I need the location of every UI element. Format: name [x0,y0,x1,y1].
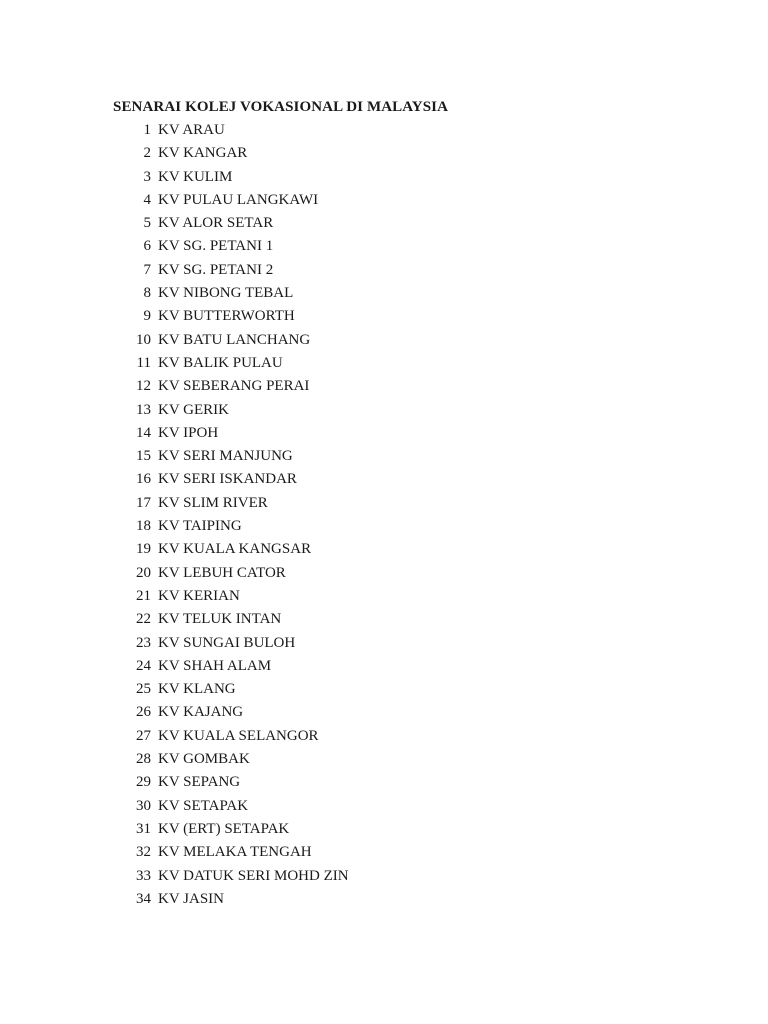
college-name: KV IPOH [158,424,219,441]
list-item [113,306,295,329]
item-number: 10 [136,331,151,348]
item-number: 17 [136,494,151,511]
item-number: 24 [136,657,151,674]
item-number: 22 [136,611,151,628]
item-number: 33 [136,867,151,884]
item-number: 6 [143,238,151,255]
list-item [113,702,244,725]
college-name: KV DATUK SERI MOHD ZIN [158,867,349,884]
college-name: KV BUTTERWORTH [158,308,295,325]
list-item [113,260,274,283]
college-name: KV SLIM RIVER [158,494,268,511]
college-name: KV GERIK [158,401,229,418]
list-item [113,167,233,190]
list-item [113,796,249,819]
college-name: KV ALOR SETAR [158,215,274,232]
item-number: 15 [136,448,151,465]
list-item [113,423,219,446]
item-number: 34 [136,890,151,907]
list-item [113,330,311,353]
list-item [113,563,286,586]
college-name: KV LEBUH CATOR [158,564,286,581]
college-name: KV SUNGAI BULOH [158,634,296,651]
item-number: 28 [136,751,151,768]
item-number: 21 [136,587,151,604]
college-name: KV BALIK PULAU [158,354,283,371]
item-number: 5 [143,215,151,232]
college-name: KV KERIAN [158,587,240,604]
document-title: SENARAI KOLEJ VOKASIONAL DI MALAYSIA [113,99,449,115]
item-number: 14 [136,424,151,441]
college-list [113,120,349,912]
college-name: KV SEPANG [158,774,241,791]
college-name: KV PULAU LANGKAWI [158,191,319,208]
list-item [113,400,229,423]
college-name: KV ARAU [158,122,225,138]
item-number: 16 [136,471,151,488]
list-item [113,353,283,376]
list-item [113,889,224,912]
item-number: 13 [136,401,151,418]
item-number: 25 [136,681,151,698]
item-number: 19 [136,541,151,558]
list-item [113,539,312,562]
list-item [113,376,310,399]
list-item [113,819,290,842]
list-item [113,656,272,679]
college-name: KV KANGAR [158,145,248,162]
item-number: 7 [143,261,151,278]
list-item [113,143,248,166]
college-name: KV (ERT) SETAPAK [158,820,290,837]
item-number: 11 [136,354,151,371]
list-item [113,726,319,749]
college-name: KV SETAPAK [158,797,249,814]
item-number: 30 [136,797,151,814]
list-item [113,516,242,539]
item-number: 26 [136,704,151,721]
college-name: KV KLANG [158,681,236,698]
college-name: KV SERI MANJUNG [158,448,293,465]
item-number: 9 [143,308,151,325]
list-item [113,772,241,795]
list-item [113,493,268,516]
list-item [113,190,319,213]
item-number: 29 [136,774,151,791]
list-item [113,469,297,492]
item-number: 20 [136,564,151,581]
list-item [113,446,293,469]
college-name: KV SEBERANG PERAI [158,378,310,395]
college-name: KV SG. PETANI 2 [158,261,274,278]
list-item [113,633,296,656]
college-name: KV JASIN [158,890,224,907]
college-name: KV SERI ISKANDAR [158,471,297,488]
college-name: KV KULIM [158,168,233,185]
college-name: KV TELUK INTAN [158,611,282,628]
college-name: KV SHAH ALAM [158,657,272,674]
item-number: 23 [136,634,151,651]
list-item [113,213,274,236]
list-item [113,283,294,306]
item-number: 1 [143,122,151,138]
list-item [113,120,225,143]
list-item [113,842,312,865]
college-name: KV NIBONG TEBAL [158,285,294,302]
list-item [113,586,240,609]
college-name: KV KUALA KANGSAR [158,541,312,558]
item-number: 2 [143,145,151,162]
college-name: KV TAIPING [158,518,242,535]
item-number: 31 [136,820,151,837]
item-number: 32 [136,844,151,861]
list-item [113,679,236,702]
college-name: KV BATU LANCHANG [158,331,311,348]
college-name: KV KAJANG [158,704,244,721]
item-number: 18 [136,518,151,535]
item-number: 4 [143,191,151,208]
college-name: KV KUALA SELANGOR [158,727,319,744]
list-item [113,866,349,889]
college-name: KV GOMBAK [158,751,250,768]
list-item [113,749,250,772]
college-name: KV SG. PETANI 1 [158,238,274,255]
list-item [113,236,274,259]
item-number: 27 [136,727,151,744]
item-number: 12 [136,378,151,395]
item-number: 8 [143,285,151,302]
list-item [113,609,282,632]
college-name: KV MELAKA TENGAH [158,844,312,861]
item-number: 3 [143,168,151,185]
